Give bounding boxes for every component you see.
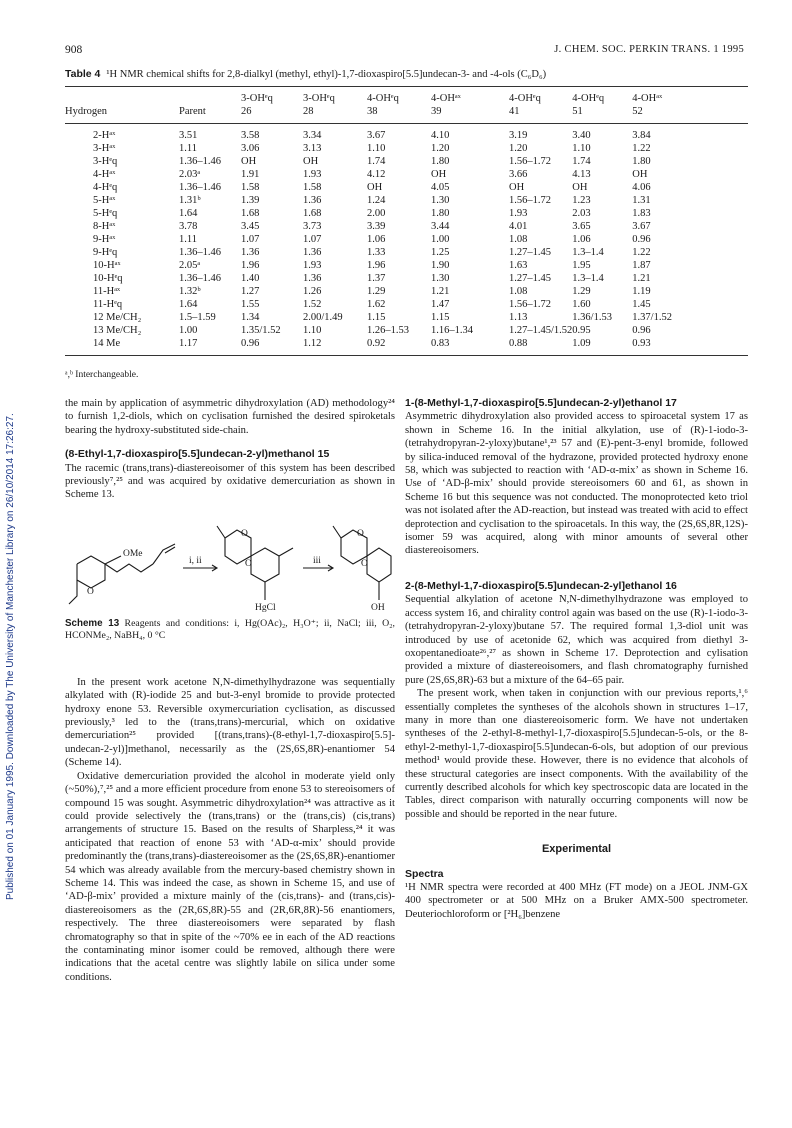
- shift-value-cell: 4.06: [632, 182, 651, 193]
- scheme-13-structures: [65, 508, 395, 626]
- header-cell: [179, 87, 241, 106]
- table-row: [65, 285, 748, 298]
- header-cell: Parent: [179, 106, 206, 117]
- table-row: [65, 207, 748, 220]
- hydrogen-label-cell: 13 Me/CH₂: [93, 325, 142, 336]
- shift-value-cell: 1.55: [241, 299, 260, 310]
- shift-value-cell: 3.51: [179, 130, 198, 141]
- left-column: [65, 397, 395, 984]
- hydrogen-label-cell: 2-Hᵃˣ: [93, 130, 116, 141]
- shift-value-cell: 0.83: [431, 338, 450, 349]
- shift-value-cell: 1.95: [572, 260, 591, 271]
- hydrogen-label-cell: 8-Hᵃˣ: [93, 221, 116, 232]
- shift-value-cell: 1.29: [367, 286, 386, 297]
- header-cell: 38: [367, 106, 378, 117]
- ethyl-group: [69, 580, 77, 604]
- download-watermark-text: Published on 01 January 1995. Downloaded by The University of Manchester Library on 26/10/2014 17:26:27.: [5, 413, 16, 900]
- shift-value-cell: 0.92: [367, 338, 386, 349]
- shift-value-cell: 1.26: [303, 286, 322, 297]
- table-label: Table 4: [65, 68, 101, 80]
- hydrogen-label-cell: 9-Hᵉq: [93, 247, 118, 258]
- shift-value-cell: 2.00: [367, 208, 386, 219]
- hydrogen-label-cell: 3-Hᵉq: [93, 156, 118, 167]
- paragraph: The present work, when taken in conjunction with our previous reports,¹,⁶ essentially completes the syntheses of the alcohols shown in structures 1–17, many in more than one diastereoisomeric form. We have not undertaken syntheses of the 2-ethyl-8-methyl-1,7-dioxaspiro[5.5]undecan-5-ols, or the 8-ethyl-2-methyl-1,7-dioxaspiro[5.5]undecan-6-ols, but adoption of our previous method¹ would provide these. However, there is no evidence that alcohols of these structural categories are insect components. With the availability of the currently described alcohols for which key spectroscopic data are located in the Tables, direct comparison with naturally occurring components will now be possible and should be reported in the near future.: [405, 688, 748, 820]
- hydrogen-label-cell: 5-Hᵃˣ: [93, 195, 116, 206]
- paragraph: Oxidative demercuriation provided the alcohol in moderate yield only (~50%),⁷,²⁵ and a more efficient procedure from enone 53 to stereoisomers of compound 15 was sought. Asymmetric dihydroxylation²⁴ was attractive as it could provide selectively the (trans,trans) or the (trans,cis) (cis,trans) arrangements of structure 15. Based on the results of Sharpless,²⁴ it was anticipated that reaction of enone 53 with ‘AD-α-mix’ should provide predominantly the (trans,trans)-diastereoisomer as the (2S,6S,8R)-enantiomer 54 which was already available from the mercury-based chemistry shown in Scheme 14. This was indeed the case, as shown in Scheme 15, and use of ‘AD-β-mix’ provided a mixture mainly of the (cis,trans)- and (trans,cis)-diastereoisomers as the (2R,6S,8R)-55 and (2R,6R,8R)-56 enantiomers, respectively. The three diastereoisomers were separated by flash chromatography so that in spite of the ~70% ee in each of the AD reactions the contaminating minor isomer could be removed, although there were indications that the acetal centre was slightly labile on silica under some conditions.: [65, 770, 395, 983]
- shift-value-cell: 1.00: [179, 325, 198, 336]
- table-body: [65, 124, 748, 356]
- table-row: [65, 337, 748, 356]
- shift-value-cell: 1.37: [367, 273, 386, 284]
- header-cell: 4-OHᵃˣ: [431, 93, 461, 104]
- shift-value-cell: 1.36–1.46: [179, 247, 221, 258]
- shift-value-cell: 1.27–1.45: [509, 273, 551, 284]
- scheme-label: Scheme 13: [65, 617, 120, 629]
- shift-value-cell: 3.45: [241, 221, 260, 232]
- hydrogen-label-cell: 4-Hᵉq: [93, 182, 118, 193]
- paragraph: ¹H NMR spectra were recorded at 400 MHz (FT mode) on a JEOL JNM-GX 400 spectrometer or at 500 MHz on a Bruker AMX-500 spectrometer. Deuteriochloroform or [²H₆]benzene: [405, 882, 748, 920]
- thp-ring: [77, 556, 105, 588]
- shift-value-cell: 1.31ᵇ: [179, 195, 201, 206]
- label-o-ring: O: [87, 586, 94, 597]
- hydrogen-label-cell: 10-Hᵃˣ: [93, 260, 121, 271]
- shift-value-cell: 1.07: [241, 234, 260, 245]
- table-row: [65, 168, 748, 181]
- shift-value-cell: 3.58: [241, 130, 260, 141]
- header-cell: 4-OHᵉq: [572, 93, 605, 104]
- shift-value-cell: 3.73: [303, 221, 322, 232]
- shift-value-cell: 1.10: [367, 143, 386, 154]
- shift-value-cell: 1.80: [632, 156, 651, 167]
- shift-value-cell: OH: [303, 156, 319, 167]
- shift-value-cell: 1.11: [179, 234, 197, 245]
- shift-value-cell: 1.26–1.53: [367, 325, 409, 336]
- table-row: [65, 181, 748, 194]
- shift-value-cell: 1.20: [431, 143, 450, 154]
- shift-value-cell: 1.35/1.52: [241, 325, 281, 336]
- shift-value-cell: 1.33: [367, 247, 386, 258]
- shift-value-cell: 1.91: [241, 169, 260, 180]
- shift-value-cell: 1.21: [632, 273, 651, 284]
- header-cell: 39: [431, 106, 442, 117]
- shift-value-cell: 1.83: [632, 208, 651, 219]
- shift-value-cell: 1.45: [632, 299, 651, 310]
- shift-value-cell: 1.3–1.4: [572, 273, 604, 284]
- shift-value-cell: 1.80: [431, 156, 450, 167]
- table-row: [65, 324, 748, 337]
- shift-value-cell: 3.84: [632, 130, 651, 141]
- shift-value-cell: 1.52: [303, 299, 322, 310]
- shift-value-cell: 1.12: [303, 338, 322, 349]
- table-header: [65, 87, 748, 124]
- paragraph: In the present work acetone N,N-dimethylhydrazone was sequentially alkylated with (R)-iodide 25 and but-3-enyl bromide to provide protected hydroxy enone 53. Reversible oxymercuriation cyclisation, as discussed previously,³ led to the (trans,trans)-mercurial, which on oxidative demercuriation²⁵ provided [(trans,trans)-(8-ethyl-1,7-dioxaspiro[5.5]-undecan-2-yl)]methanol, necessarily as the (2S,6S,8R)-enantiomer 54 (Scheme 14).: [65, 676, 395, 769]
- shift-value-cell: 1.09: [572, 338, 591, 349]
- product-ring-b: [367, 548, 391, 582]
- shift-value-cell: 1.96: [241, 260, 260, 271]
- shift-value-cell: OH: [367, 182, 383, 193]
- shift-value-cell: 0.95: [572, 325, 591, 336]
- shift-value-cell: 1.5–1.59: [179, 312, 216, 323]
- right-column: [405, 397, 748, 921]
- shift-value-cell: 3.06: [241, 143, 260, 154]
- shift-value-cell: 4.13: [572, 169, 591, 180]
- table-header-row-bottom: [65, 105, 748, 124]
- header-cell: Hydrogen: [65, 106, 107, 117]
- label-o-spiro-1: O: [241, 528, 248, 539]
- shift-value-cell: 4.10: [431, 130, 450, 141]
- shift-value-cell: 3.39: [367, 221, 386, 232]
- shift-value-cell: 1.56–1.72: [509, 156, 551, 167]
- shift-value-cell: 3.44: [431, 221, 450, 232]
- shift-value-cell: 1.34: [241, 312, 260, 323]
- shift-value-cell: 2.05ᵃ: [179, 260, 201, 271]
- label-step-2: iii: [313, 555, 321, 566]
- shift-value-cell: 1.87: [632, 260, 651, 271]
- label-hgcl: HgCl: [255, 602, 276, 613]
- label-o-spiro-2: O: [245, 558, 252, 569]
- shift-value-cell: 1.29: [572, 286, 591, 297]
- shift-value-cell: 1.36: [303, 273, 322, 284]
- paragraph: Sequential alkylation of acetone N,N-dimethylhydrazone was employed to access system 16, and chirality control again was based on the use (R)-1-iodo-3-(tetrahydropyran-2-yloxy)butane 57. The required formal 1,3-diol unit was introduced by use of acetonide 62, which was acquired from diethyl 3-oxopentanedioate²⁶,²⁷ as shown in Scheme 17. Deprotection and cylisation provided a mixture of diastereoisomers, and flash chromatography furnished pure (2S,6S,8R)-63 but a mixture of the 64–65 pair.: [405, 594, 748, 686]
- table-row: [65, 311, 748, 324]
- shift-value-cell: 1.39: [241, 195, 260, 206]
- shift-value-cell: 1.32ᵇ: [179, 286, 201, 297]
- shift-value-cell: 3.78: [179, 221, 198, 232]
- shift-value-cell: 1.31: [632, 195, 651, 206]
- butenyl-chain: [105, 564, 153, 572]
- page-number: 908: [65, 44, 83, 56]
- hydrogen-label-cell: 9-Hᵃˣ: [93, 234, 116, 245]
- page-header: [65, 44, 744, 60]
- shift-value-cell: 1.30: [431, 195, 450, 206]
- label-o-product-2: O: [361, 558, 368, 569]
- shift-value-cell: 1.58: [241, 182, 260, 193]
- experimental-heading: Experimental: [541, 843, 612, 856]
- shift-value-cell: 1.27: [241, 286, 260, 297]
- section-heading: 1-(8-Methyl-1,7-dioxaspiro[5.5]undecan-2-yl)ethanol 17: [405, 397, 677, 409]
- table-row: [65, 298, 748, 311]
- shift-value-cell: 1.20: [509, 143, 528, 154]
- paragraph: the main by application of asymmetric dihydroxylation (AD) methodology²⁴ to furnish 1,2-diols, which on cyclisation furnished the desired spiroketals bearing the hydroxy-substituted side-chain.: [65, 398, 395, 436]
- shift-value-cell: OH: [431, 169, 447, 180]
- shift-value-cell: 2.00/1.49: [303, 312, 343, 323]
- shift-value-cell: 3.65: [572, 221, 591, 232]
- table-header-row-top: [65, 87, 748, 106]
- shift-value-cell: 1.08: [509, 286, 528, 297]
- shift-value-cell: 1.56–1.72: [509, 299, 551, 310]
- shift-value-cell: 1.16–1.34: [431, 325, 473, 336]
- table-caption: [65, 68, 546, 80]
- table-row: [65, 142, 748, 155]
- hydrogen-label-cell: 4-Hᵃˣ: [93, 169, 116, 180]
- shift-value-cell: 1.90: [431, 260, 450, 271]
- shift-value-cell: OH: [509, 182, 525, 193]
- hydrogen-label-cell: 5-Hᵉq: [93, 208, 118, 219]
- shift-value-cell: OH: [632, 169, 648, 180]
- shift-value-cell: 1.19: [632, 286, 651, 297]
- header-cell: 51: [572, 106, 583, 117]
- shift-value-cell: 1.96: [367, 260, 386, 271]
- hydrogen-label-cell: 3-Hᵃˣ: [93, 143, 116, 154]
- shift-value-cell: 1.63: [509, 260, 528, 271]
- shift-value-cell: 1.74: [367, 156, 386, 167]
- shift-value-cell: 1.93: [303, 169, 322, 180]
- shift-value-cell: 1.17: [179, 338, 198, 349]
- shift-value-cell: 3.40: [572, 130, 591, 141]
- shift-value-cell: 1.64: [179, 299, 198, 310]
- shift-value-cell: 1.30: [431, 273, 450, 284]
- shift-value-cell: 1.22: [632, 143, 651, 154]
- journal-name: J. CHEM. SOC. PERKIN TRANS. 1 1995: [554, 44, 744, 55]
- shift-value-cell: 1.15: [431, 312, 450, 323]
- table-footnote: ᵃ,ᵇ Interchangeable.: [65, 370, 139, 380]
- shift-value-cell: 1.36: [241, 247, 260, 258]
- header-cell: 4-OHᵉq: [509, 93, 541, 104]
- shift-value-cell: 1.56–1.72: [509, 195, 551, 206]
- header-cell: 4-OHᵃˣ: [632, 93, 663, 104]
- shift-value-cell: 1.11: [179, 143, 197, 154]
- table-caption-text: ¹H NMR chemical shifts for 2,8-dialkyl (methyl, ethyl)-1,7-dioxaspiro[5.5]undecan-3- and -4-ols (C₆D₆): [106, 69, 547, 80]
- hydrogen-label-cell: 11-Hᵃˣ: [93, 286, 121, 297]
- hydrogen-label-cell: 14 Me: [93, 338, 121, 349]
- shift-value-cell: 1.64: [179, 208, 198, 219]
- label-oh: OH: [371, 602, 385, 613]
- label-o-product-1: O: [357, 528, 364, 539]
- table-row: [65, 155, 748, 168]
- shift-value-cell: 1.93: [509, 208, 528, 219]
- shift-value-cell: 4.01: [509, 221, 528, 232]
- shift-value-cell: 2.03ᵃ: [179, 169, 201, 180]
- shift-value-cell: 1.08: [509, 234, 528, 245]
- header-cell: 3-OHᵉq: [241, 93, 273, 104]
- scheme-13-figure: [65, 508, 396, 642]
- table-row: [65, 194, 748, 207]
- shift-value-cell: 1.68: [303, 208, 322, 219]
- table-row: [65, 124, 748, 143]
- shift-value-cell: 1.37/1.52: [632, 312, 672, 323]
- table-row: [65, 259, 748, 272]
- shift-value-cell: OH: [572, 182, 588, 193]
- shift-value-cell: 1.36–1.46: [179, 182, 221, 193]
- shift-value-cell: 0.88: [509, 338, 528, 349]
- hydrogen-label-cell: 12 Me/CH₂: [93, 312, 142, 323]
- shift-value-cell: 1.23: [572, 195, 591, 206]
- shift-value-cell: 1.3–1.4: [572, 247, 604, 258]
- shift-value-cell: 3.67: [632, 221, 651, 232]
- alkene-chain: [153, 544, 175, 564]
- shift-value-cell: 3.67: [367, 130, 386, 141]
- shift-value-cell: 1.68: [241, 208, 260, 219]
- shift-value-cell: 1.24: [367, 195, 386, 206]
- shift-value-cell: 1.74: [572, 156, 591, 167]
- header-cell: 4-OHᵉq: [367, 93, 399, 104]
- shift-value-cell: 1.25: [431, 247, 450, 258]
- table-row: [65, 246, 748, 259]
- side-chain-bond: [279, 548, 293, 556]
- shift-value-cell: 1.36: [303, 195, 322, 206]
- paragraph: Asymmetric dihydroxylation also provided access to spiroacetal system 17 as shown in Scheme 16. In the initial alkylation, use of (R)-1-iodo-3-(tetrahydropyran-2-yloxy)butane¹,²³ 57 and (E)-pent-3-enyl bromide, followed by silica-induced removal of the hydrazone, provided protected hydroxy enone 58, which was subjected to reaction with ‘AD-α-mix’ as shown in Scheme 16. Use of ‘AD-β-mix’ should provide stereoisomers 60 and 61, as shown in Scheme 16 but this sequence was not conducted. The monoprotected keto triol was not isolated after the AD-reaction, but instead was treated with acid to effect deprotection and cyclisation to the spiroacetals. In this way, the (2S,6S,8R,12S)-isomer 59 was acquired, along with minor amounts of several other diastereoisomers.: [405, 411, 748, 557]
- shift-value-cell: 1.36/1.53: [572, 312, 612, 323]
- shift-value-cell: 3.34: [303, 130, 322, 141]
- header-cell: 28: [303, 106, 314, 117]
- header-cell: 41: [509, 106, 520, 117]
- spiro-ring-b: [251, 548, 279, 582]
- shift-value-cell: 1.47: [431, 299, 450, 310]
- shift-value-cell: 3.19: [509, 130, 528, 141]
- product-ethyl-bond: [333, 526, 341, 538]
- header-cell: 3-OHᵉq: [303, 93, 335, 104]
- label-ome: OMe: [123, 548, 143, 559]
- shift-value-cell: 1.06: [367, 234, 386, 245]
- shift-value-cell: 1.15: [367, 312, 386, 323]
- scheme-caption-text: Reagents and conditions: i, Hg(OAc)₂, H₃O⁺; ii, NaCl; iii, O₂, HCONMe₂, NaBH₄, 0 °C: [65, 617, 396, 642]
- table-row: [65, 220, 748, 233]
- shift-value-cell: 1.40: [241, 273, 260, 284]
- shift-value-cell: 1.36–1.46: [179, 273, 221, 284]
- shift-value-cell: 0.96: [241, 338, 260, 349]
- hydrogen-label-cell: 11-Hᵉq: [93, 299, 123, 310]
- shift-value-cell: 1.07: [303, 234, 322, 245]
- shift-value-cell: 3.13: [303, 143, 322, 154]
- shift-value-cell: 4.12: [367, 169, 386, 180]
- hydrogen-label-cell: 10-Hᵉq: [93, 273, 123, 284]
- nmr-shift-table: [65, 86, 748, 356]
- shift-value-cell: 1.60: [572, 299, 591, 310]
- shift-value-cell: 1.27–1.45: [509, 247, 551, 258]
- subsection-heading: Spectra: [405, 867, 444, 880]
- header-cell: [65, 87, 179, 106]
- shift-value-cell: 1.58: [303, 182, 322, 193]
- download-watermark: [3, 200, 17, 900]
- shift-value-cell: 1.36: [303, 247, 322, 258]
- shift-value-cell: 1.13: [509, 312, 528, 323]
- paragraph: The racemic (trans,trans)-diastereoisomer of this system has been described previously⁷,²⁵ and was acquired by oxidative demercuriation as shown in Scheme 13.: [65, 462, 395, 501]
- shift-value-cell: 0.96: [632, 325, 651, 336]
- header-cell: 26: [241, 106, 252, 117]
- section-heading: (8-Ethyl-1,7-dioxaspiro[5.5]undecan-2-yl)methanol 15: [65, 448, 330, 461]
- shift-value-cell: 1.10: [303, 325, 322, 336]
- bond-ome: [105, 556, 121, 564]
- shift-value-cell: 2.03: [572, 208, 591, 219]
- shift-value-cell: OH: [241, 156, 257, 167]
- shift-value-cell: 4.05: [431, 182, 450, 193]
- shift-value-cell: 0.93: [632, 338, 651, 349]
- shift-value-cell: 1.27–1.45/1.52: [509, 325, 573, 336]
- section-heading: 2-(8-Methyl-1,7-dioxaspiro[5.5]undecan-2-yl]ethanol 16: [405, 579, 677, 592]
- shift-value-cell: 0.96: [632, 234, 651, 245]
- shift-value-cell: 3.66: [509, 169, 528, 180]
- shift-value-cell: 1.93: [303, 260, 322, 271]
- header-cell: 52: [632, 106, 643, 117]
- shift-value-cell: 1.80: [431, 208, 450, 219]
- shift-value-cell: 1.06: [572, 234, 591, 245]
- shift-value-cell: 1.00: [431, 234, 450, 245]
- shift-value-cell: 1.22: [632, 247, 651, 258]
- table-row: [65, 233, 748, 246]
- table-row: [65, 272, 748, 285]
- scheme-caption: [65, 618, 395, 643]
- shift-value-cell: 1.36–1.46: [179, 156, 221, 167]
- label-step-1: i, ii: [189, 555, 202, 566]
- ethyl-bond-1: [217, 526, 225, 538]
- shift-value-cell: 1.10: [572, 143, 591, 154]
- shift-value-cell: 1.62: [367, 299, 386, 310]
- shift-value-cell: 1.21: [431, 286, 450, 297]
